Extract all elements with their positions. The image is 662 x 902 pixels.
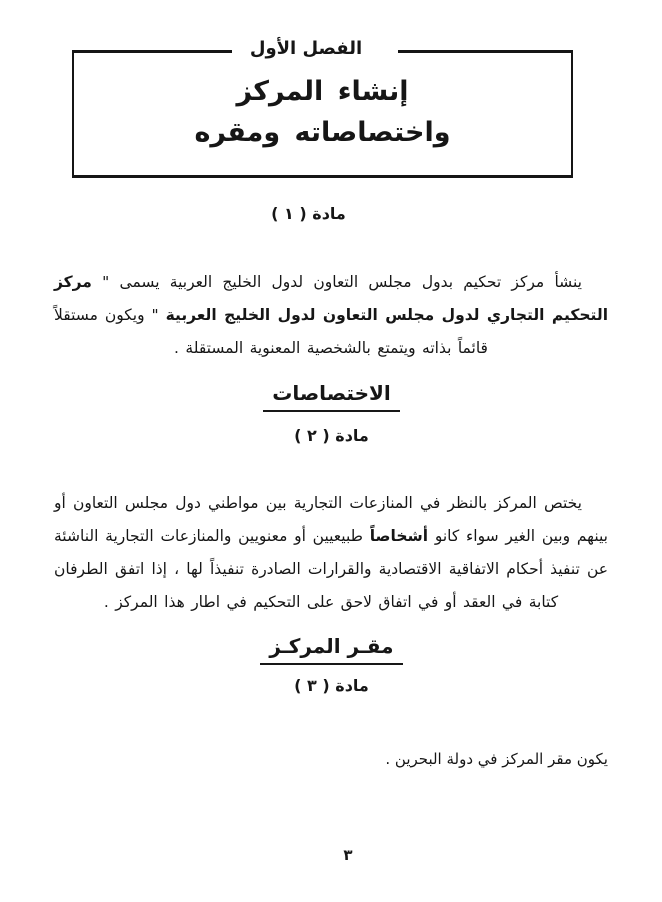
article-2-text-post: طبيعيين أو معنويين والمنازعات التجارية الناشئة عن تنفيذ أحكام الاتفاقية الاقتصادية والقرارات الصادرة تنفيذاً لها ، إذا اتفق الطرفان كتابة في العقد أو في اتفاق لاحق على التحكيم في اطار هذا المركز . [54,527,608,611]
jurisdictions-heading: الاختصاصات [263,381,399,412]
page-number: ٣ [343,846,353,864]
box-top-rule-left [72,50,232,53]
headquarters-heading: مقـر المركـز [260,634,402,665]
article-2-paragraph [54,487,608,619]
article-2-text-bold: أشخاصاً [369,527,429,545]
chapter-box-titles [74,51,571,153]
box-top-rule-right [398,50,573,53]
article-2-text-pre: يختص المركز بالنظر في المنازعات التجارية بين مواطني دول مجلس التعاون أو بينهم وبين الغير سواء كانو [54,494,608,545]
article-1-text-bold: مركز التحكيم التجاري لدول مجلس التعاون لدول الخليج العربية [54,273,609,324]
article-1-label: مادة ( ١ ) [271,204,346,223]
article-3-paragraph: يكون مقر المركز في دولة البحرين . [385,750,608,768]
chapter-label: الفصل الأول [249,38,363,59]
box-title-line1: إنشاء المركز [236,76,409,107]
box-title-line2: واختصاصاته ومقره [194,117,451,148]
headquarters-heading-wrap [55,634,608,665]
article-3-label: مادة ( ٣ ) [294,676,369,695]
article-1-text-post: " ويكون مستقلاً قائماً بذاته ويتمتع بالشخصية المعنوية المستقلة . [54,306,488,357]
article-2-label: مادة ( ٢ ) [294,426,369,445]
chapter-box [72,38,573,178]
article-1-paragraph [54,266,608,365]
article-1-text-pre: ينشأ مركز تحكيم بدول مجلس التعاون لدول الخليج العربية يسمى " [91,273,582,291]
jurisdictions-heading-wrap [55,381,608,412]
